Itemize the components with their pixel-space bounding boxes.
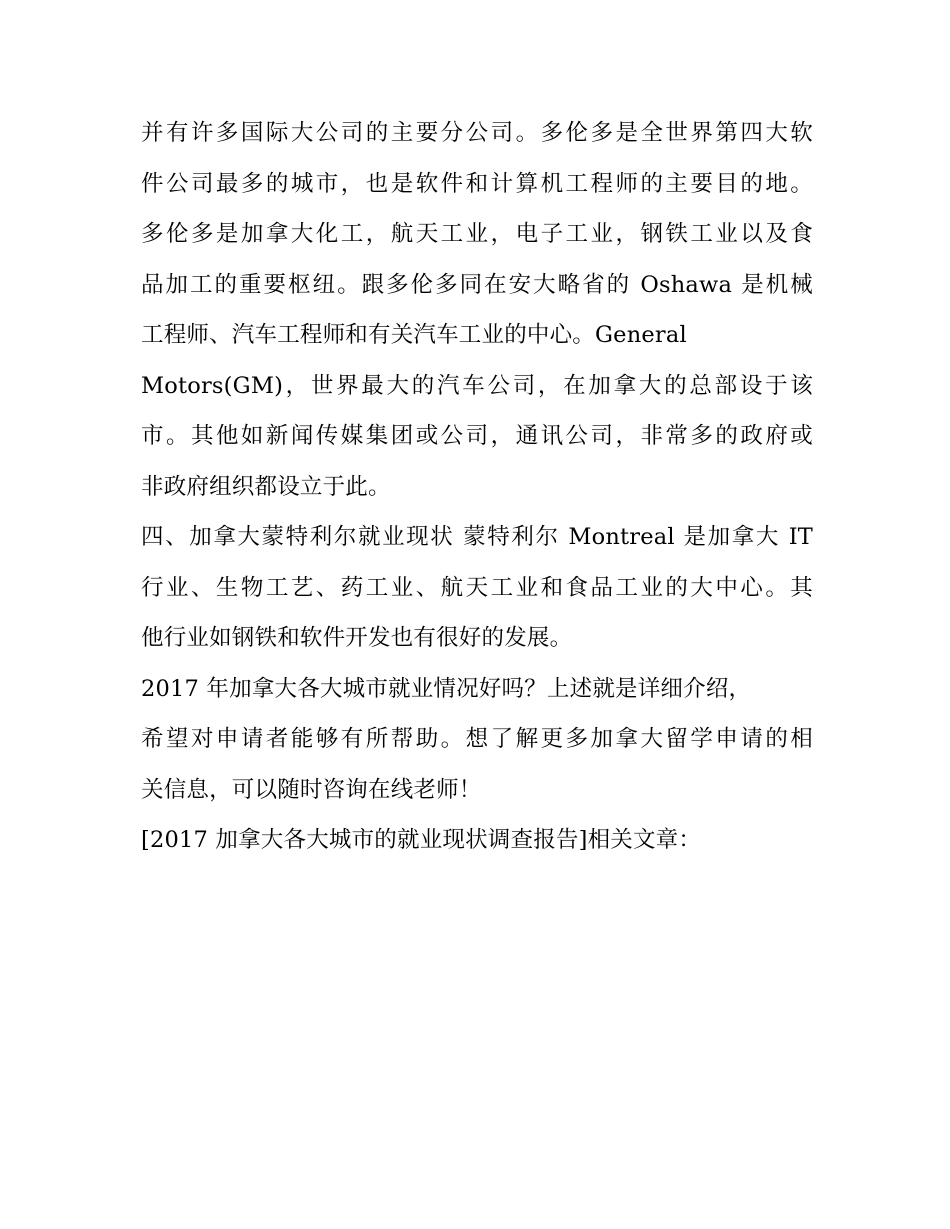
text-line: [2017 加拿大各大城市的就业现状调查报告]相关文章：	[141, 827, 702, 853]
text-line: 行业、生物工艺、药工业、航天工业和食品工业的大中心。其	[141, 574, 813, 601]
text-line: 件公司最多的城市，也是软件和计算机工程师的主要目的地。	[141, 170, 813, 197]
text-line: 关信息，可以随时咨询在线老师！	[141, 776, 482, 803]
text-line: 2017 年加拿大各大城市就业情况好吗？上述就是详细介绍，	[141, 675, 752, 702]
text-line: Motors(GM)，世界最大的汽车公司，在加拿大的总部设于该	[141, 372, 813, 399]
text-line: 希望对申请者能够有所帮助。想了解更多加拿大留学申请的相	[141, 726, 813, 752]
document-body	[141, 108, 813, 866]
text-line: 多伦多是加拿大化工，航天工业，电子工业，钢铁工业以及食	[141, 221, 813, 247]
text-line: 工程师、汽车工程师和有关汽车工业的中心。General	[141, 322, 687, 348]
text-line: 品加工的重要枢纽。跟多伦多同在安大略省的 Oshawa 是机械	[141, 271, 813, 298]
text-line: 他行业如钢铁和软件开发也有很好的发展。	[141, 625, 573, 651]
text-line: 并有许多国际大公司的主要分公司。多伦多是全世界第四大软	[141, 120, 813, 146]
text-line: 非政府组织都设立于此。	[141, 473, 391, 500]
text-line: 四、加拿大蒙特利尔就业现状 蒙特利尔 Montreal 是加拿大 IT	[141, 524, 813, 550]
text-line: 市。其他如新闻传媒集团或公司，通讯公司，非常多的政府或	[141, 423, 813, 449]
